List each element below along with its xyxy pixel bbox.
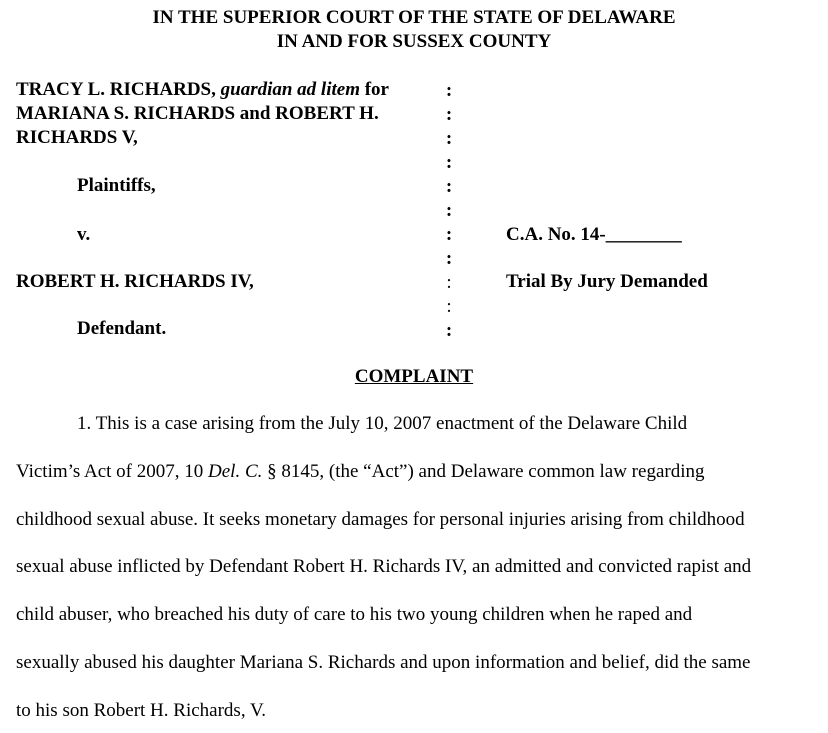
paragraph-line: sexual abuse inflicted by Defendant Robert H. Richards IV, an admitted and convicted rapist and xyxy=(16,556,752,577)
caption-colon: : xyxy=(445,104,453,125)
paragraph-line: childhood sexual abuse. It seeks monetary damages for personal injuries arising from childhood xyxy=(16,509,745,530)
plaintiff-line-3: RICHARDS V, xyxy=(16,127,138,148)
defendant-label: Defendant. xyxy=(77,318,167,339)
court-title-line-1: IN THE SUPERIOR COURT OF THE STATE OF DELAWARE xyxy=(152,7,676,28)
case-number: C.A. No. 14-________ xyxy=(506,224,682,245)
paragraph-line: sexually abused his daughter Mariana S. Richards and upon information and belief, did the same xyxy=(16,652,751,673)
plaintiff-line-1 xyxy=(16,79,389,101)
plaintiff-role: guardian ad litem xyxy=(220,79,360,100)
plaintiff-line-2: MARIANA S. RICHARDS and ROBERT H. xyxy=(16,103,379,124)
versus-label: v. xyxy=(77,224,91,245)
caption-colon: : xyxy=(445,128,453,149)
plaintiff-for: for xyxy=(364,79,389,100)
caption-colon: : xyxy=(445,200,453,221)
defendant-name: ROBERT H. RICHARDS IV, xyxy=(16,271,254,292)
caption-colon: : xyxy=(445,176,453,197)
caption-colon: : xyxy=(445,80,453,101)
caption-colon: : xyxy=(446,272,452,293)
caption-colon: : xyxy=(445,224,453,245)
plaintiffs-label: Plaintiffs, xyxy=(77,175,156,196)
caption-colon: : xyxy=(445,152,453,173)
paragraph-line: child abuser, who breached his duty of care to his two young children when he raped and xyxy=(16,604,693,625)
court-title-line-2: IN AND FOR SUSSEX COUNTY xyxy=(276,31,552,52)
paragraph-text: § 8145, (the “Act”) and Delaware common law regarding xyxy=(262,461,705,482)
plaintiff-name: TRACY L. RICHARDS, xyxy=(16,79,216,100)
paragraph-line xyxy=(16,461,704,483)
document-heading: COMPLAINT xyxy=(354,366,474,387)
statute-citation: Del. C. xyxy=(208,461,263,482)
caption-colon: : xyxy=(445,320,453,341)
caption-colon: : xyxy=(445,248,453,269)
paragraph-line: 1. This is a case arising from the July 10, 2007 enactment of the Delaware Child xyxy=(77,413,688,434)
jury-demand: Trial By Jury Demanded xyxy=(506,271,708,292)
paragraph-line: to his son Robert H. Richards, V. xyxy=(16,700,266,721)
paragraph-text: Victim’s Act of 2007, 10 xyxy=(16,461,209,482)
caption-colon: : xyxy=(446,296,452,317)
